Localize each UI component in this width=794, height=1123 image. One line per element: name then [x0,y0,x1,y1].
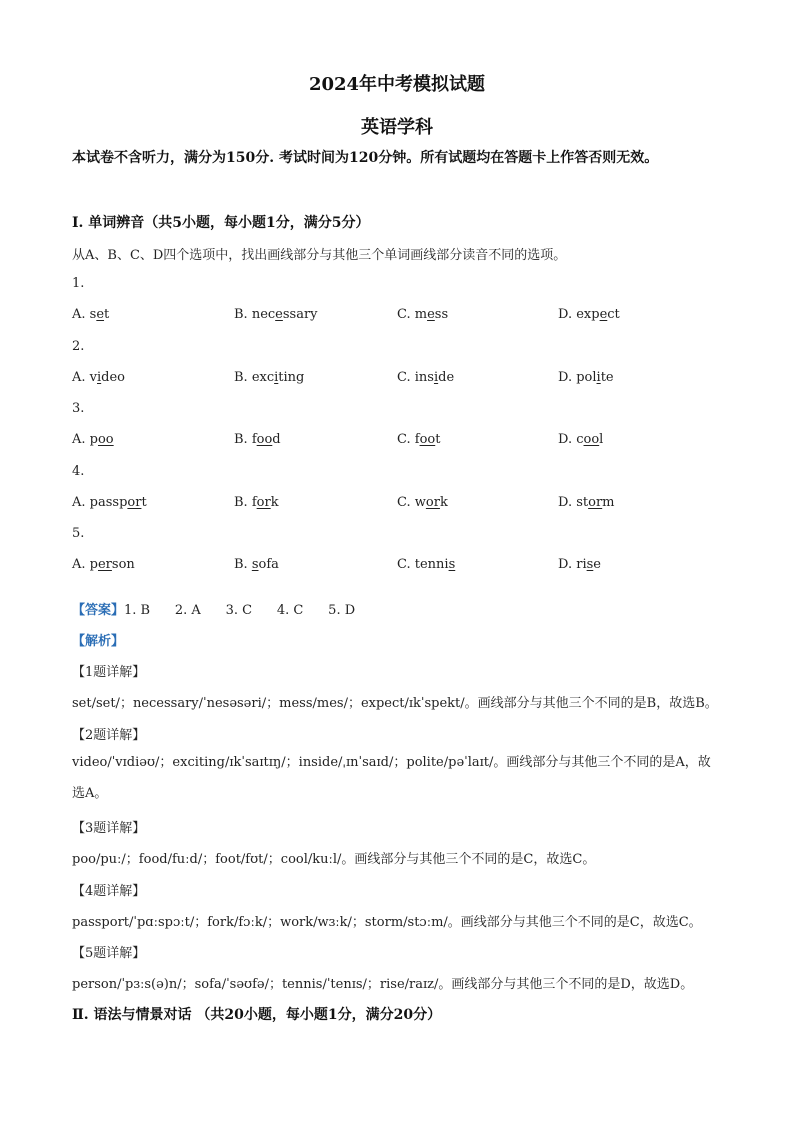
option-c: C. inside [397,370,455,385]
question-number: 1. [72,276,85,291]
detail-text: person/ˈpɜːs(ə)n/；sofa/ˈsəʊfə/；tennis/ˈtenɪs/；rise/raɪz/。画线部分与其他三个不同的是D，故选D。 [72,977,694,992]
section-2-heading: Ⅱ. 语法与情景对话 （共20小题，每小题1分，满分20分） [72,1007,442,1023]
option-b: B. sofa [234,557,279,572]
answer-tag: 【答案】 [72,603,125,618]
option-c: C. foot [397,432,441,447]
exam-intro: 本试卷不含听力，满分为150分. 考试时间为120分钟。所有试题均在答题卡上作答否则无效。 [72,150,659,166]
detail-text: set/set/；necessary/ˈnesəsəri/；mess/mes/；expect/ɪkˈspekt/。画线部分与其他三个不同的是B，故选B。 [72,696,718,711]
option-b: B. food [234,432,281,447]
option-d: D. storm [558,495,615,510]
detail-heading: 【2题详解】 [72,728,146,743]
option-b: B. fork [234,495,279,510]
page-title: 2024年中考模拟试题 [308,74,486,95]
section-1-heading: Ⅰ. 单词辨音（共5小题，每小题1分，满分5分） [72,215,370,231]
option-a: A. set [72,307,110,322]
option-a: A. person [72,557,135,572]
analysis-tag: 【解析】 [72,634,125,649]
option-d: D. expect [558,307,620,322]
answer-values: 1. B 2. A 3. C 4. C 5. D [124,603,356,618]
option-b: B. exciting [234,370,305,385]
answer-line [72,599,355,618]
option-d: D. rise [558,557,601,572]
option-c: C. mess [397,307,449,322]
detail-text: video/ˈvɪdiəʊ/；exciting/ɪkˈsaɪtɪŋ/；inside/ˌɪnˈsaɪd/；polite/pəˈlaɪt/。画线部分与其他三个不同的是A，故选A。 [72,755,711,801]
question-number: 2. [72,339,85,354]
page-subtitle: 英语学科 [361,117,433,138]
option-d: D. cool [558,432,604,447]
detail-text: poo/puː/；food/fuːd/；foot/fʊt/；cool/kuːl/。画线部分与其他三个不同的是C，故选C。 [72,852,596,867]
option-a: A. passport [72,495,147,510]
detail-heading: 【1题详解】 [72,665,146,680]
question-number: 4. [72,464,85,479]
option-c: C. tennis [397,557,456,572]
detail-heading: 【4题详解】 [72,884,146,899]
question-number: 5. [72,526,85,541]
detail-heading: 【3题详解】 [72,821,146,836]
detail-heading: 【5题详解】 [72,946,146,961]
question-number: 3. [72,401,85,416]
detail-text: passport/ˈpɑːspɔːt/；fork/fɔːk/；work/wɜːk/；storm/stɔːm/。画线部分与其他三个不同的是C，故选C。 [72,915,702,930]
option-a: A. video [72,370,126,385]
option-c: C. work [397,495,448,510]
option-d: D. polite [558,370,614,385]
section-1-instruction: 从A、B、C、D四个选项中，找出画线部分与其他三个单词画线部分读音不同的选项。 [72,248,567,263]
option-b: B. necessary [234,307,318,322]
option-a: A. poo [72,432,114,447]
